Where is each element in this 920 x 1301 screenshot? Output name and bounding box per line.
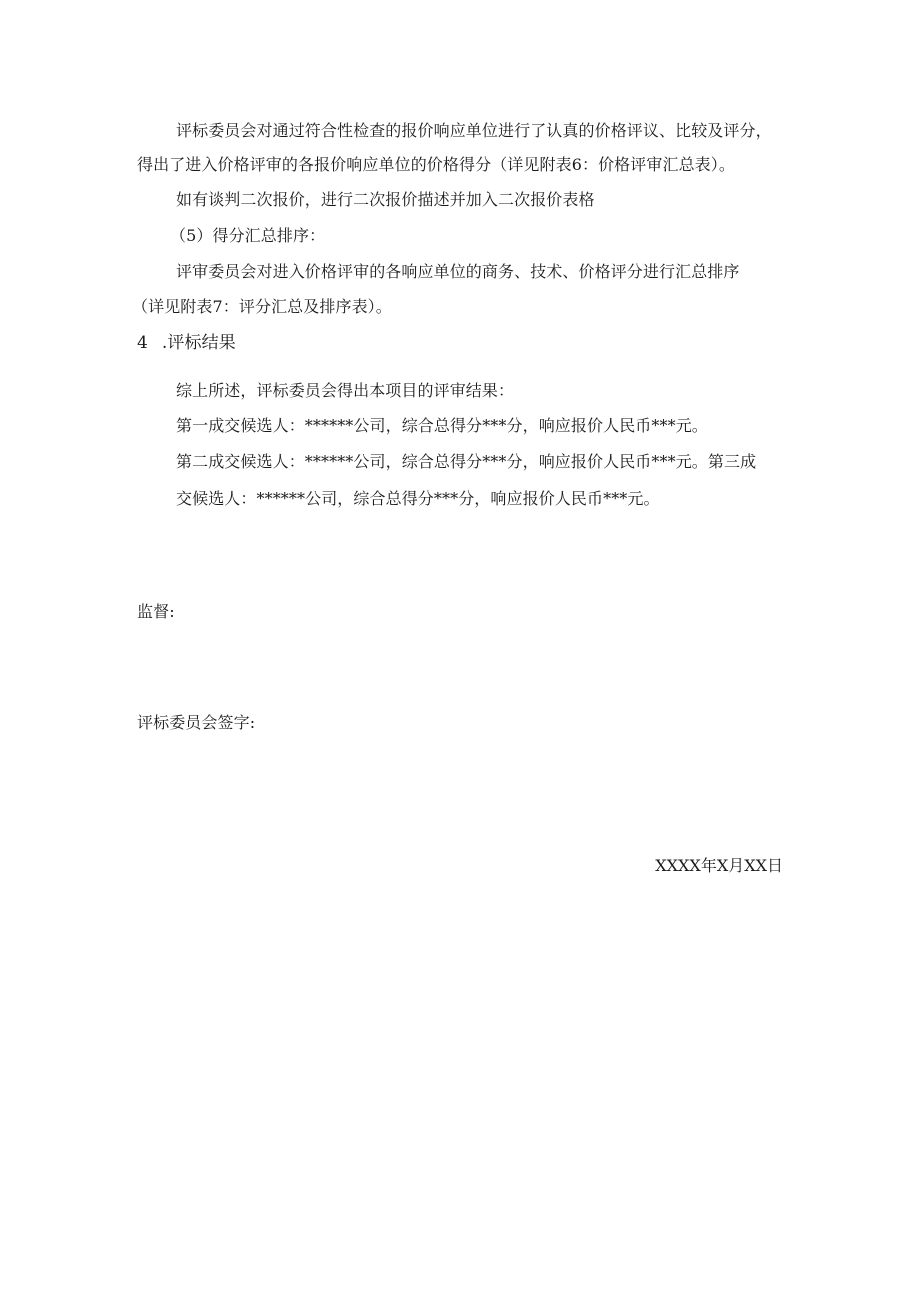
price-review-paragraph-line-2: 得出了进入价格评审的各报价响应单位的价格得分（详见附表6：价格评审汇总表）。	[137, 155, 735, 174]
supervision-signature-label: 监督:	[137, 602, 175, 621]
candidate-1-line: 第一成交候选人：******公司，综合总得分***分，响应报价人民币***元。	[176, 416, 708, 435]
result-section-heading	[137, 333, 236, 353]
document-date: XXXX年X月XX日	[655, 856, 783, 875]
candidate-3-line: 交候选人：******公司，综合总得分***分，响应报价人民币***元。	[176, 489, 660, 508]
result-section-title: .评标结果	[161, 333, 236, 353]
result-section-number: 4	[137, 333, 148, 353]
price-review-paragraph-line-1: 评标委员会对通过符合性检查的报价响应单位进行了认真的价格评议、比较及评分，	[176, 121, 772, 140]
committee-signature-label: 评标委员会签字:	[137, 713, 256, 732]
score-summary-paragraph-line-1: 评审委员会对进入价格评审的各响应单位的商务、技术、价格评分进行汇总排序	[176, 262, 740, 281]
score-summary-heading: （5）得分汇总排序：	[170, 226, 326, 245]
second-quote-note: 如有谈判二次报价，进行二次报价描述并加入二次报价表格	[176, 190, 595, 209]
score-summary-paragraph-line-2: （详见附表7：评分汇总及排序表）。	[132, 297, 392, 316]
candidate-2-line: 第二成交候选人：******公司，综合总得分***分，响应报价人民币***元。第三成	[176, 452, 757, 471]
result-intro: 综上所述，评标委员会得出本项目的评审结果：	[176, 381, 515, 400]
